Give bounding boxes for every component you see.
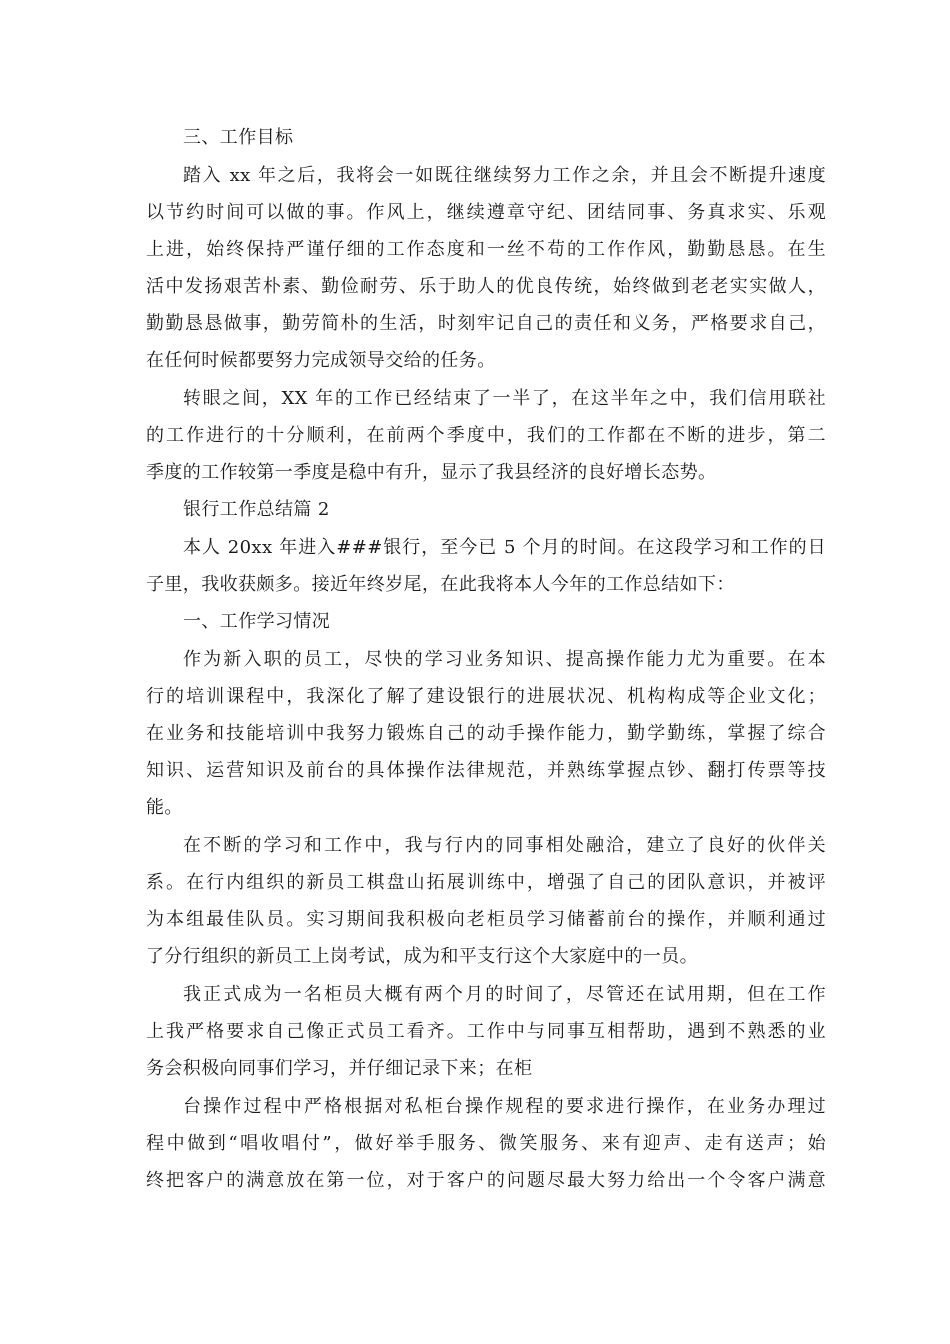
paragraph-line: 了分行组织的新员工上岗考试，成为和平支行这个大家庭中的一员。 <box>146 946 698 967</box>
paragraph-line: 作为新入职的员工，尽快的学习业务知识、提高操作能力尤为重要。在本 <box>183 649 826 670</box>
paragraph-line: 为本组最佳队员。实习期间我积极向老柜员学习储蓄前台的操作，并顺利通过 <box>146 909 826 930</box>
paragraph-line: 在业务和技能培训中我努力锻炼自己的动手操作能力，勤学勤练，掌握了综合 <box>146 723 826 744</box>
paragraph-line: 的工作进行的十分顺利，在前两个季度中，我们的工作都在不断的进步，第二 <box>146 425 826 446</box>
paragraph-line: 踏入 xx 年之后，我将会一如既往继续努力工作之余，并且会不断提升速度 <box>183 165 826 186</box>
paragraph-line: 终把客户的满意放在第一位，对于客户的问题尽最大努力给出一个令客户满意 <box>146 1170 826 1191</box>
paragraph-line: 务会积极向同事们学习，并仔细记录下来；在柜 <box>146 1058 533 1079</box>
paragraph-line: 上进，始终保持严谨仔细的工作态度和一丝不苟的工作作风，勤勤恳恳。在生 <box>146 239 826 260</box>
paragraph-line: 转眼之间，XX 年的工作已经结束了一半了，在这半年之中，我们信用联社 <box>183 388 826 409</box>
paragraph-line: 勤勤恳恳做事，勤劳简朴的生活，时刻牢记自己的责任和义务，严格要求自己， <box>146 313 826 334</box>
paragraph-line: 以节约时间可以做的事。作风上，继续遵章守纪、团结同事、务真求实、乐观 <box>146 202 826 223</box>
section-heading: 银行工作总结篇 2 <box>183 499 330 520</box>
paragraph-line: 程中做到“唱收唱付”，做好举手服务、微笑服务、来有迎声、走有送声；始 <box>146 1133 826 1154</box>
paragraph-line: 子里，我收获颇多。接近年终岁尾，在此我将本人今年的工作总结如下： <box>146 574 735 595</box>
paragraph-line: 上我严格要求自己像正式员工看齐。工作中与同事互相帮助，遇到不熟悉的业 <box>146 1021 826 1042</box>
paragraph-line: 台操作过程中严格根据对私柜台操作规程的要求进行操作，在业务办理过 <box>183 1096 826 1117</box>
section-heading: 三、工作目标 <box>183 127 294 148</box>
paragraph-line: 系。在行内组织的新员工棋盘山拓展训练中，增强了自己的团队意识，并被评 <box>146 872 826 893</box>
paragraph-line: 季度的工作较第一季度是稳中有升，显示了我县经济的良好增长态势。 <box>146 462 717 483</box>
section-heading: 一、工作学习情况 <box>183 611 331 632</box>
paragraph-line: 在不断的学习和工作中，我与行内的同事相处融洽，建立了良好的伙伴关 <box>183 835 826 856</box>
paragraph-line: 能。 <box>146 797 183 818</box>
paragraph-line: 我正式成为一名柜员大概有两个月的时间了，尽管还在试用期，但在工作 <box>183 984 826 1005</box>
paragraph-line: 行的培训课程中，我深化了解了建设银行的进展状况、机构构成等企业文化； <box>146 686 826 707</box>
paragraph-line: 知识、运营知识及前台的具体操作法律规范，并熟练掌握点钞、翻打传票等技 <box>146 760 826 781</box>
paragraph-line: 在任何时候都要努力完成领导交给的任务。 <box>146 350 496 371</box>
paragraph-line: 本人 20xx 年进入###银行，至今已 5 个月的时间。在这段学习和工作的日 <box>183 537 826 558</box>
paragraph-line: 活中发扬艰苦朴素、勤俭耐劳、乐于助人的优良传统，始终做到老老实实做人， <box>146 276 826 297</box>
